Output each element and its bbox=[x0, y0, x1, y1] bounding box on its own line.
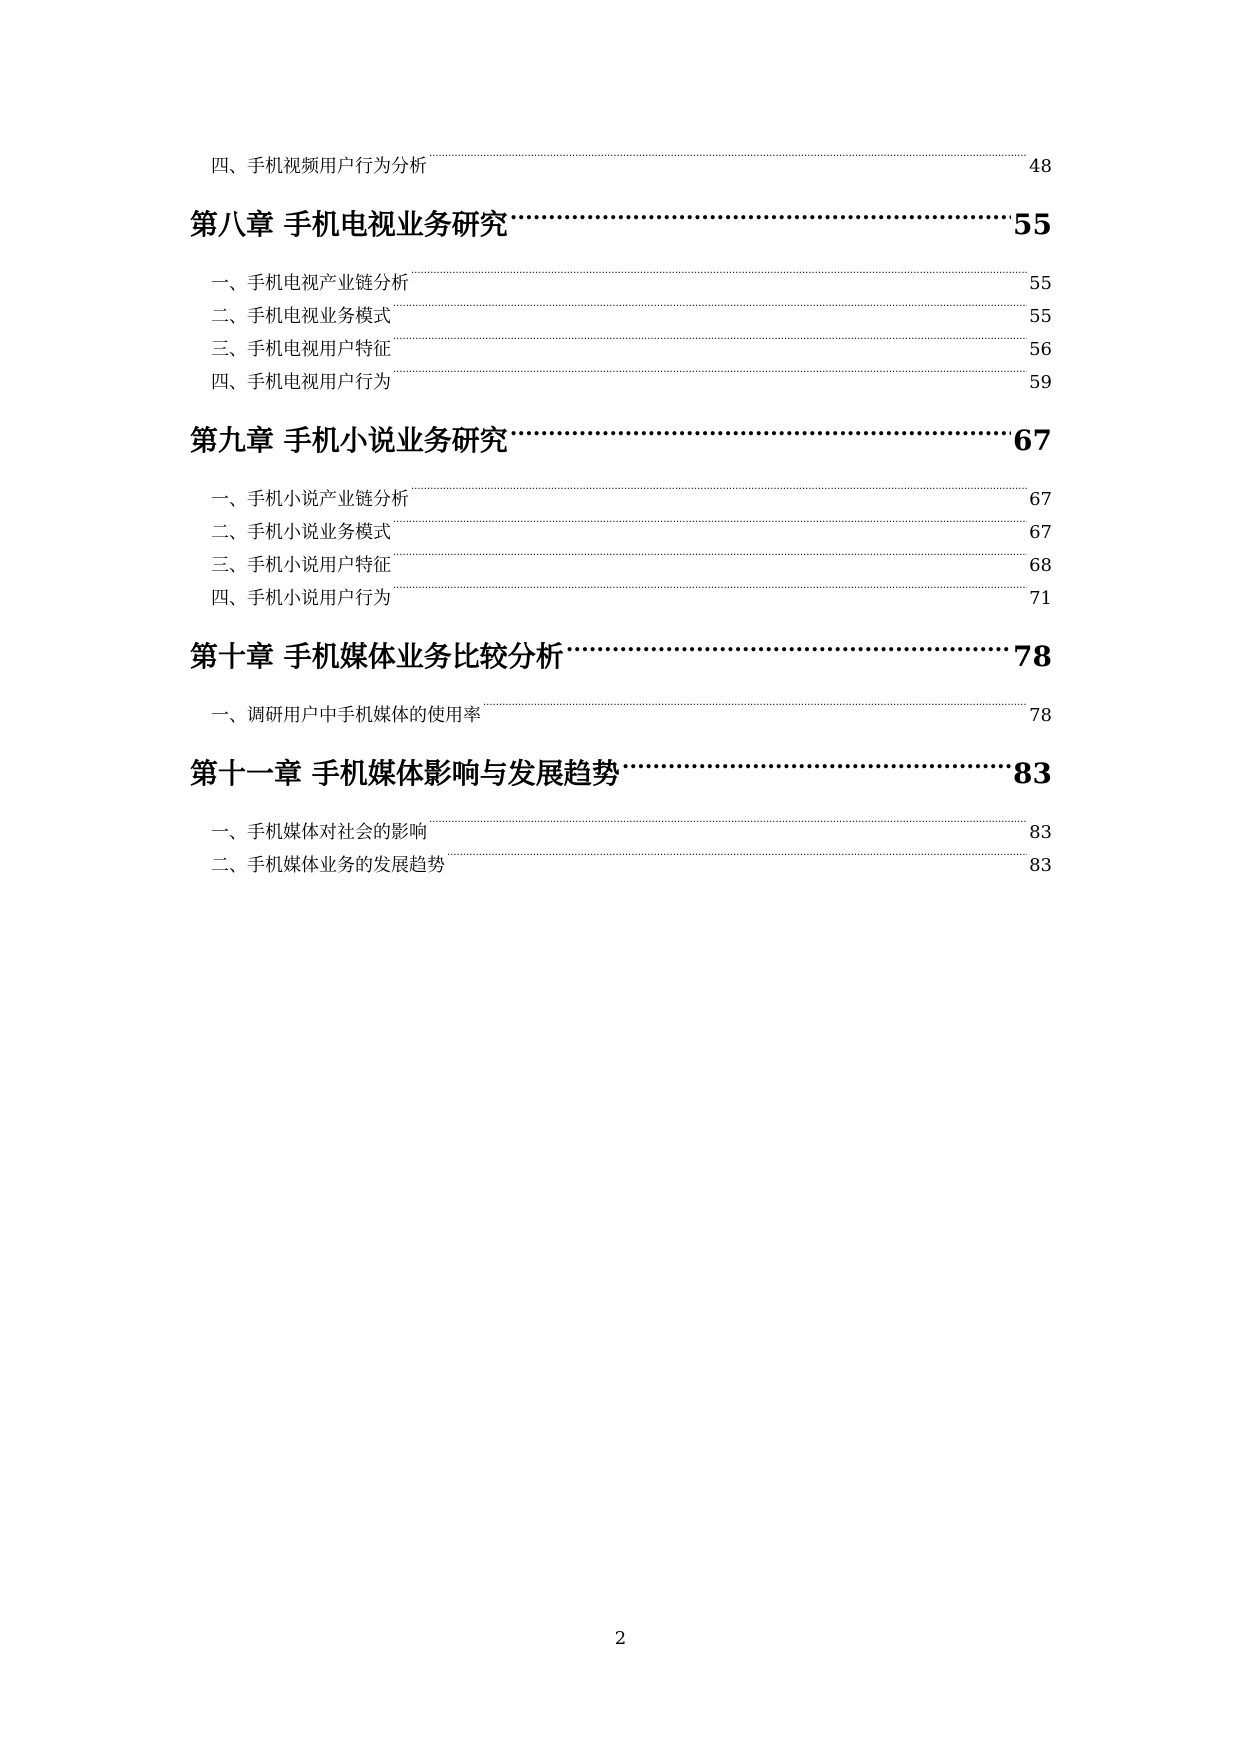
toc-dot-leader bbox=[393, 586, 1027, 604]
toc-entry-label: 三、手机电视用户特征 bbox=[211, 339, 391, 360]
toc-entry-page: 59 bbox=[1029, 372, 1052, 393]
toc-dot-leader bbox=[393, 337, 1027, 355]
toc-chapter-entry[interactable] bbox=[190, 635, 1052, 679]
toc-entry-page: 67 bbox=[1029, 489, 1052, 510]
toc-section-entry[interactable] bbox=[190, 849, 1052, 882]
toc-dot-leader bbox=[566, 638, 1011, 666]
toc-section-entry[interactable] bbox=[190, 516, 1052, 549]
toc-entry-page: 55 bbox=[1029, 273, 1052, 294]
toc-section-entry[interactable] bbox=[190, 333, 1052, 366]
toc-entry-label: 二、手机媒体业务的发展趋势 bbox=[211, 855, 445, 876]
toc-section-entry[interactable] bbox=[190, 267, 1052, 300]
toc-section-entry[interactable] bbox=[190, 150, 1052, 183]
toc-section-entry[interactable] bbox=[190, 699, 1052, 732]
toc-entry-page: 83 bbox=[1029, 855, 1052, 876]
toc-chapter-page: 55 bbox=[1013, 208, 1052, 241]
toc-chapter-entry[interactable] bbox=[190, 419, 1052, 463]
toc-chapter-label: 第八章 手机电视业务研究 bbox=[190, 208, 508, 241]
toc-chapter-entry[interactable] bbox=[190, 203, 1052, 247]
toc-chapter-page: 78 bbox=[1013, 640, 1052, 673]
toc-entry-label: 四、手机电视用户行为 bbox=[211, 372, 391, 393]
toc-chapter-page: 83 bbox=[1013, 757, 1052, 790]
toc-entry-page: 71 bbox=[1029, 588, 1052, 609]
toc-entry-label: 三、手机小说用户特征 bbox=[211, 555, 391, 576]
toc-dot-leader bbox=[429, 154, 1027, 172]
toc-dot-leader bbox=[411, 487, 1027, 505]
toc-entry-page: 55 bbox=[1029, 306, 1052, 327]
toc-dot-leader bbox=[429, 820, 1027, 838]
toc-dot-leader bbox=[393, 370, 1027, 388]
toc-entry-label: 一、手机小说产业链分析 bbox=[211, 489, 409, 510]
toc-entry-page: 48 bbox=[1029, 156, 1052, 177]
toc-dot-leader bbox=[510, 422, 1011, 450]
toc-entry-label: 四、手机视频用户行为分析 bbox=[211, 156, 427, 177]
toc-dot-leader bbox=[510, 206, 1011, 234]
toc-dot-leader bbox=[393, 304, 1027, 322]
toc-dot-leader bbox=[447, 853, 1027, 871]
toc-section-entry[interactable] bbox=[190, 549, 1052, 582]
toc-chapter-label: 第十一章 手机媒体影响与发展趋势 bbox=[190, 757, 620, 790]
toc-entry-page: 68 bbox=[1029, 555, 1052, 576]
toc-entry-page: 78 bbox=[1029, 705, 1052, 726]
toc-chapter-entry[interactable] bbox=[190, 752, 1052, 796]
toc-chapter-page: 67 bbox=[1013, 424, 1052, 457]
footer-page-number: 2 bbox=[614, 1628, 627, 1649]
table-of-contents bbox=[190, 150, 1052, 882]
toc-dot-leader bbox=[411, 271, 1027, 289]
toc-entry-label: 一、手机电视产业链分析 bbox=[211, 273, 409, 294]
toc-section-entry[interactable] bbox=[190, 483, 1052, 516]
toc-entry-label: 一、调研用户中手机媒体的使用率 bbox=[211, 705, 481, 726]
toc-dot-leader bbox=[483, 703, 1027, 721]
toc-entry-label: 四、手机小说用户行为 bbox=[211, 588, 391, 609]
toc-section-entry[interactable] bbox=[190, 300, 1052, 333]
toc-entry-page: 56 bbox=[1029, 339, 1052, 360]
toc-entry-label: 二、手机电视业务模式 bbox=[211, 306, 391, 327]
toc-chapter-label: 第九章 手机小说业务研究 bbox=[190, 424, 508, 457]
toc-section-entry[interactable] bbox=[190, 366, 1052, 399]
toc-entry-page: 67 bbox=[1029, 522, 1052, 543]
toc-entry-page: 83 bbox=[1029, 822, 1052, 843]
toc-section-entry[interactable] bbox=[190, 816, 1052, 849]
toc-dot-leader bbox=[393, 520, 1027, 538]
toc-dot-leader bbox=[622, 755, 1011, 783]
toc-section-entry[interactable] bbox=[190, 582, 1052, 615]
toc-entry-label: 二、手机小说业务模式 bbox=[211, 522, 391, 543]
toc-dot-leader bbox=[393, 553, 1027, 571]
toc-entry-label: 一、手机媒体对社会的影响 bbox=[211, 822, 427, 843]
toc-chapter-label: 第十章 手机媒体业务比较分析 bbox=[190, 640, 564, 673]
